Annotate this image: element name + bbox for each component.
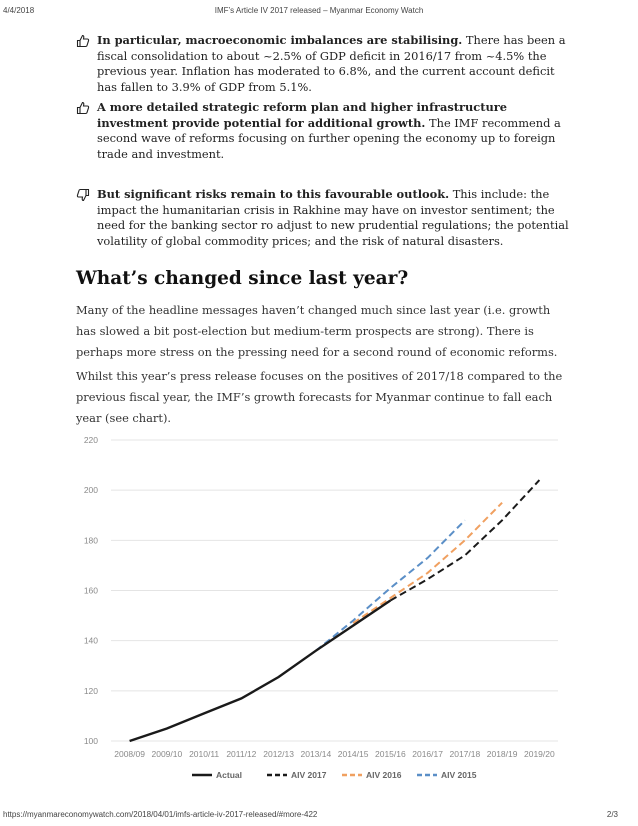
x-tick-label: 2018/19 [486, 749, 518, 759]
bullet-text: There has been a fiscal consolidation to about ~2.5% of GDP deficit in 2016/17 from ~4.5% the previous year. Inflation has moderated to 6.8%, and the current account deficit has fallen to 3.9% of GDP from 5.1%. [97, 33, 566, 94]
bullet-item [76, 33, 576, 95]
bullet-bold: In particular, macroeconomic imbalances are stabilising. [97, 33, 463, 47]
bullet-bold: But significant risks remain to this favourable outlook. [97, 187, 450, 201]
y-tick-label: 160 [83, 585, 98, 596]
print-footer [0, 806, 638, 826]
bullet-text: This include: the impact the humanitarian crisis in Rakhine may have on investor sentiment; the need for the banking sector ro adjust to new prudential regulations; the potential volatility of global commodity prices; and the risk of natural disasters. [97, 187, 569, 248]
x-tick-label: 2019/20 [524, 749, 555, 759]
legend-label: AIV 2017 [291, 770, 327, 780]
x-tick-label: 2011/12 [226, 749, 257, 759]
x-tick-label: 2009/10 [151, 749, 183, 759]
section-heading: What’s changed since last year? [76, 268, 409, 289]
growth-forecast-chart [74, 430, 564, 780]
y-tick-label: 220 [83, 435, 98, 445]
page-url: https://myanmareconomywatch.com/2018/04/01/imfs-article-iv-2017-released/#more-422 [3, 810, 318, 819]
x-tick-label: 2013/14 [300, 749, 332, 759]
x-tick-label: 2008/09 [114, 749, 145, 759]
thumbs-down-icon [76, 188, 90, 202]
paragraph: Whilst this year’s press release focuses on the positives of 2017/18 compared to the previous fiscal year, the IMF’s growth forecasts for Myanmar continue to fall each year (see chart). [76, 369, 563, 425]
x-tick-label: 2017/18 [449, 749, 481, 759]
print-title: IMF’s Article IV 2017 released – Myanmar Economy Watch [214, 6, 424, 15]
y-tick-label: 180 [83, 535, 98, 546]
y-tick-label: 140 [83, 635, 98, 646]
print-header [0, 0, 638, 20]
page-number: 2/3 [606, 810, 618, 819]
bullet-item [76, 187, 576, 249]
y-tick-label: 120 [83, 685, 98, 696]
bullet-bold: A more detailed strategic reform plan and higher infrastructure investment provide potential for additional growth. [97, 100, 508, 130]
bullet-text: The IMF recommend a second wave of reforms focusing on further opening the economy up to foreign trade and investment. [97, 115, 561, 161]
print-date: 4/4/2018 [3, 6, 35, 15]
bullet-item [76, 100, 576, 162]
thumbs-up-icon [76, 101, 90, 115]
x-tick-label: 2014/15 [337, 749, 369, 759]
x-tick-label: 2016/17 [412, 749, 443, 759]
series-line-aiv-2016 [353, 503, 502, 623]
legend-label: Actual [216, 770, 242, 780]
x-tick-label: 2012/13 [263, 749, 294, 759]
thumbs-up-icon [76, 34, 90, 48]
paragraph: Many of the headline messages haven’t changed much since last year (i.e. growth has slowed a bit post-election but medium-term prospects are strong). There is perhaps more stress on the pressing need for a second round of economic reforms. [76, 303, 558, 359]
y-tick-label: 100 [83, 736, 98, 746]
legend-label: AIV 2015 [441, 770, 477, 780]
x-tick-label: 2015/16 [375, 749, 406, 759]
x-tick-label: 2010/11 [189, 749, 220, 759]
legend-label: AIV 2016 [366, 770, 402, 780]
y-tick-label: 200 [83, 485, 98, 496]
